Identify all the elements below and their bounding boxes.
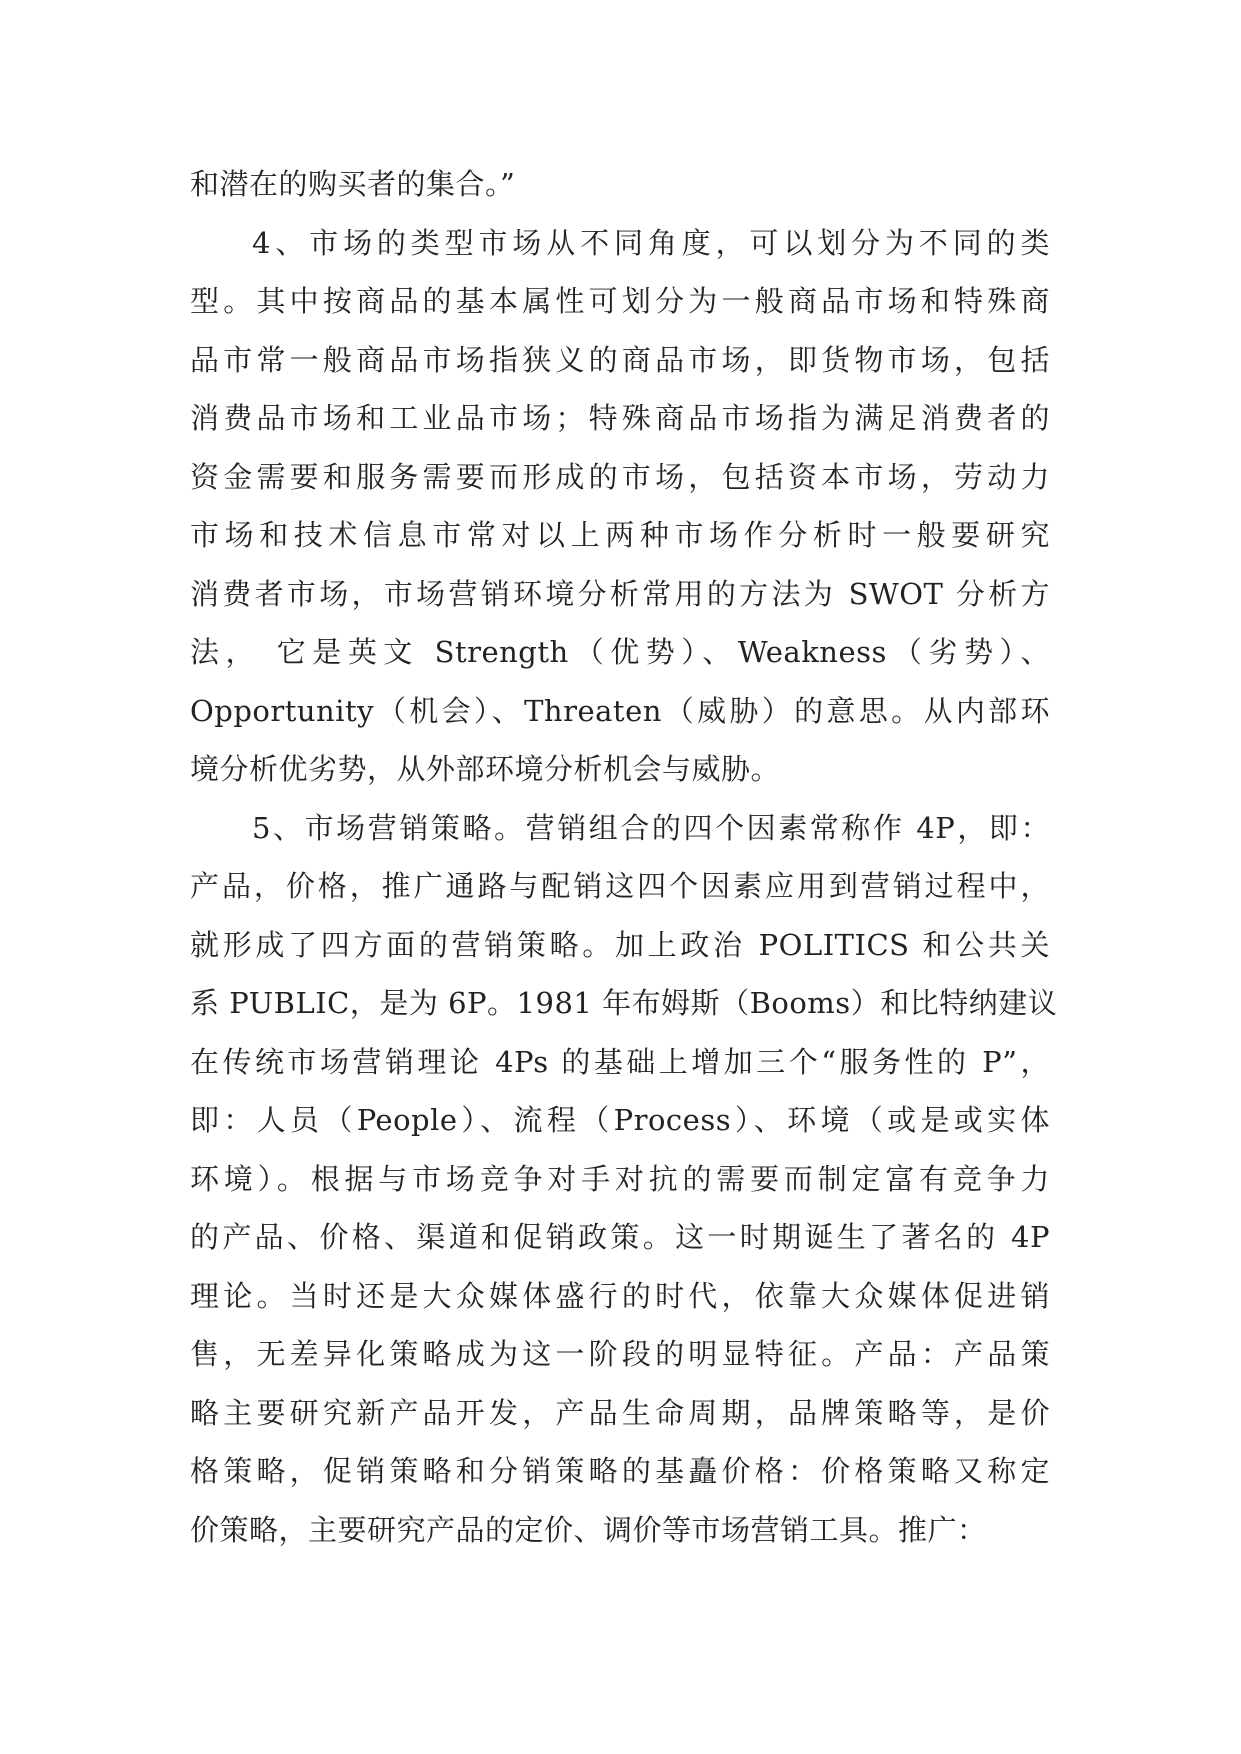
paragraph-market-types bbox=[190, 214, 1050, 799]
text-line: 产品，价格，推广通路与配销这四个因素应用到营销过程中， bbox=[190, 869, 1050, 903]
text-line: 的产品、价格、渠道和促销政策。这一时期诞生了著名的 4P bbox=[190, 1220, 1050, 1254]
text-line: 售，无差异化策略成为这一阶段的明显特征。产品：产品策 bbox=[190, 1337, 1050, 1371]
text-line: Opportunity（机会）、Threaten（威胁）的意思。从内部环 bbox=[190, 693, 1050, 728]
text-line: 5、市场营销策略。营销组合的四个因素常称作 4P，即： bbox=[252, 810, 1050, 845]
text-line: 理论。当时还是大众媒体盛行的时代，依靠大众媒体促进销 bbox=[190, 1278, 1050, 1313]
text-line: 系 PUBLIC，是为 6P。1981 年布姆斯（Booms）和比特纳建议 bbox=[190, 986, 1058, 1020]
body-text bbox=[190, 155, 1058, 1559]
text-line: 和潜在的购买者的集合。” bbox=[190, 167, 516, 201]
text-line: 价策略，主要研究产品的定价、调价等市场营销工具。推广： bbox=[190, 1512, 987, 1547]
text-line: 品市常一般商品市场指狭义的商品市场，即货物市场，包括 bbox=[190, 342, 1050, 377]
text-line: 略主要研究新产品开发，产品生命周期，品牌策略等，是价 bbox=[190, 1395, 1050, 1430]
paragraph-marketing-strategy bbox=[190, 799, 1058, 1560]
text-line: 市场和技术信息市常对以上两种市场作分析时一般要研究 bbox=[190, 518, 1050, 552]
text-line: 境分析优劣势，从外部环境分析机会与威胁。 bbox=[190, 752, 781, 786]
text-line: 型。其中按商品的基本属性可划分为一般商品市场和特殊商 bbox=[190, 284, 1050, 318]
paragraph-continuation bbox=[190, 155, 1050, 214]
text-line: 格策略，促销策略和分销策略的基矗价格：价格策略又称定 bbox=[190, 1454, 1050, 1488]
text-line: 环境）。根据与市场竞争对手对抗的需要而制定富有竞争力 bbox=[190, 1161, 1050, 1196]
text-line: 即：人员（People）、流程（Process）、环境（或是或实体 bbox=[190, 1103, 1050, 1137]
text-line: 法， 它是英文 Strength（优势）、Weakness（劣势）、 bbox=[190, 635, 1050, 669]
text-line: 消费品市场和工业品市场；特殊商品市场指为满足消费者的 bbox=[190, 401, 1050, 435]
text-line: 就形成了四方面的营销策略。加上政治 POLITICS 和公共关 bbox=[190, 927, 1050, 962]
text-line: 4、市场的类型市场从不同角度，可以划分为不同的类 bbox=[252, 225, 1050, 260]
text-line: 资金需要和服务需要而形成的市场，包括资本市场，劳动力 bbox=[190, 459, 1050, 494]
text-line: 消费者市场，市场营销环境分析常用的方法为 SWOT 分析方 bbox=[190, 576, 1050, 611]
text-line: 在传统市场营销理论 4Ps 的基础上增加三个“服务性的 P”， bbox=[190, 1044, 1050, 1079]
